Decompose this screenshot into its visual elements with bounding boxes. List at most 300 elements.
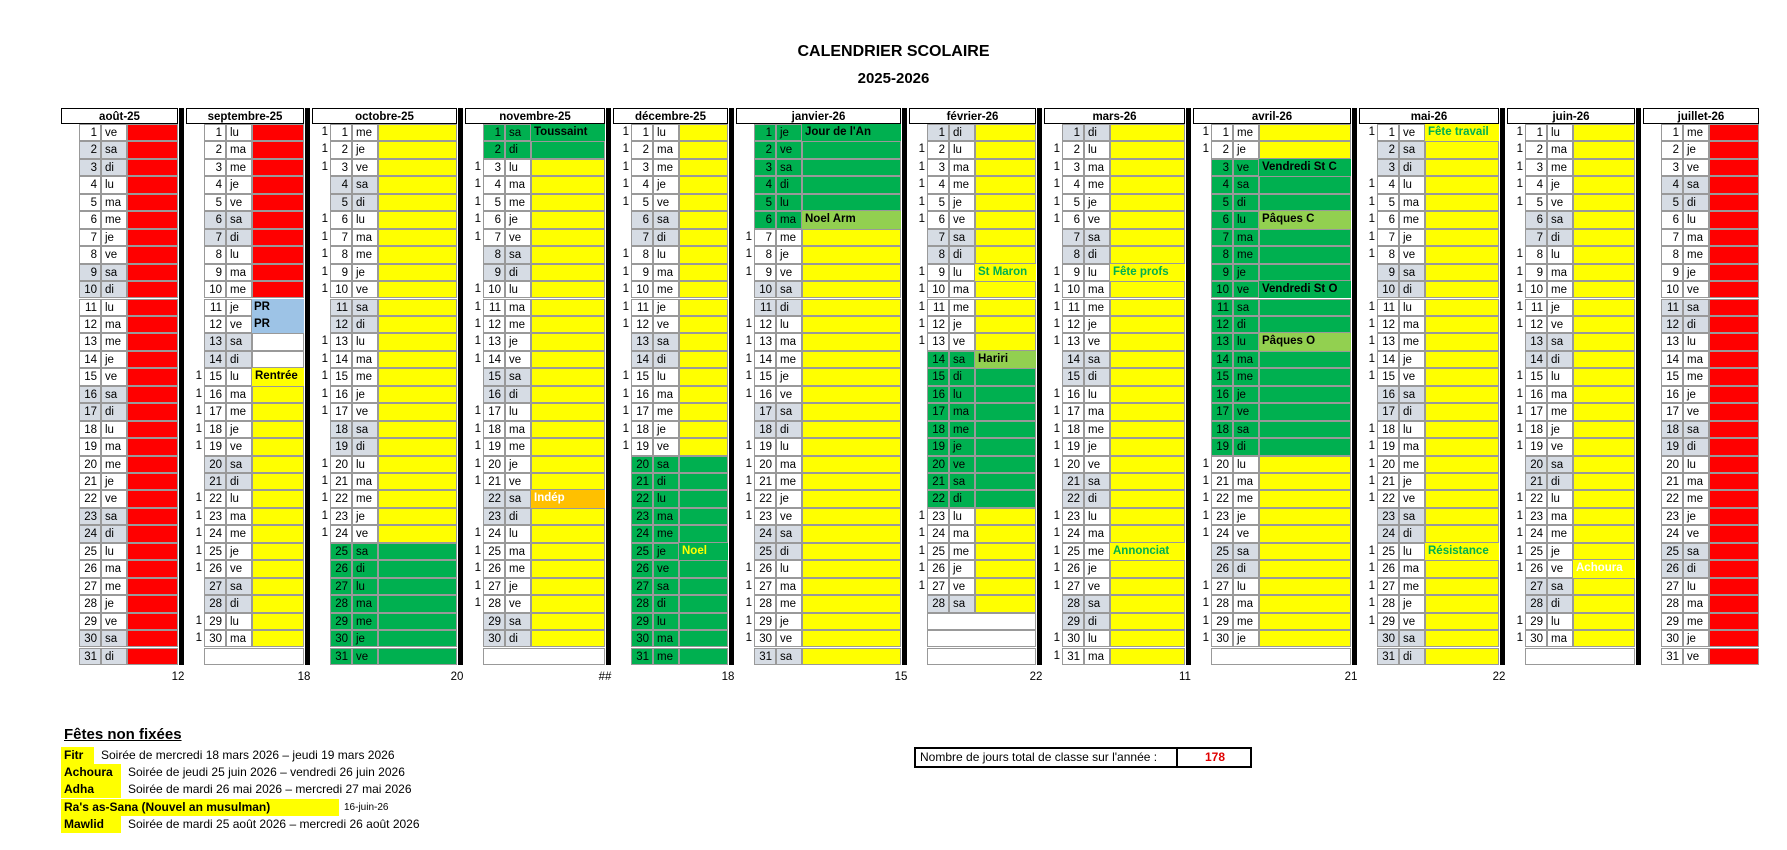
day-number: 25 <box>79 543 101 560</box>
day-number: 1 <box>204 124 226 141</box>
day-number: 6 <box>204 211 226 228</box>
day-number: 8 <box>927 246 949 263</box>
day-status-cell <box>1425 490 1499 507</box>
day-number: 17 <box>1661 403 1683 420</box>
weekday-code: je <box>1399 351 1425 368</box>
day-status-cell <box>531 403 605 420</box>
day-status-cell <box>378 211 457 228</box>
day-number: 3 <box>330 159 352 176</box>
day-number: 26 <box>927 560 949 577</box>
day-number: 26 <box>631 560 653 577</box>
day-status-cell <box>802 333 901 350</box>
month-total: 12 <box>171 670 185 683</box>
weekday-code: ve <box>505 229 531 246</box>
day-status-cell <box>1110 351 1185 368</box>
day-number: 20 <box>1525 456 1547 473</box>
day-status-cell <box>378 141 457 158</box>
day-number: 15 <box>330 368 352 385</box>
day-status-cell <box>252 456 304 473</box>
day-status-cell <box>1573 456 1635 473</box>
weekday-code: je <box>1233 508 1259 525</box>
day-number: 7 <box>204 229 226 246</box>
class-day-count: 1 <box>745 597 752 610</box>
day-status-cell <box>679 141 728 158</box>
weekday-code: lu <box>505 159 531 176</box>
weekday-code: lu <box>101 176 127 193</box>
empty-cell <box>927 630 1036 647</box>
day-status-cell <box>1573 316 1635 333</box>
day-number: 28 <box>1661 595 1683 612</box>
day-number: 10 <box>1211 281 1233 298</box>
day-number: 10 <box>927 281 949 298</box>
day-status-cell <box>679 630 728 647</box>
day-number: 23 <box>1377 508 1399 525</box>
day-status-cell <box>802 490 901 507</box>
day-number: 31 <box>631 648 653 665</box>
day-status-cell <box>252 264 304 281</box>
day-number: 30 <box>330 630 352 647</box>
day-number: 7 <box>330 229 352 246</box>
day-number: 30 <box>1661 630 1683 647</box>
weekday-code: ma <box>1399 194 1425 211</box>
weekday-code: di <box>1084 246 1110 263</box>
day-number: 14 <box>631 351 653 368</box>
day-status-cell <box>975 508 1036 525</box>
day-status-cell <box>679 351 728 368</box>
class-day-count: 1 <box>622 300 629 313</box>
note-text: Soirée de mercredi 18 mars 2026 – jeudi 19 mars 2026 <box>101 748 395 762</box>
day-number: 18 <box>1062 421 1084 438</box>
weekday-code: lu <box>226 246 252 263</box>
weekday-code: di <box>1233 560 1259 577</box>
weekday-code: me <box>776 229 802 246</box>
weekday-code: di <box>352 194 378 211</box>
day-status-cell <box>1573 281 1635 298</box>
note-name: Mawlid <box>61 816 121 833</box>
weekday-code: ve <box>1233 281 1259 298</box>
weekday-code: me <box>949 421 975 438</box>
class-day-count: 1 <box>1202 597 1209 610</box>
day-number: 18 <box>79 421 101 438</box>
weekday-code: ve <box>1547 316 1573 333</box>
day-number: 4 <box>631 176 653 193</box>
day-status-cell <box>378 473 457 490</box>
day-status-cell <box>1259 543 1351 560</box>
weekday-code: sa <box>226 211 252 228</box>
day-number: 14 <box>204 351 226 368</box>
day-number: 26 <box>1211 560 1233 577</box>
class-day-count: 1 <box>321 475 328 487</box>
day-status-cell <box>1573 141 1635 158</box>
day-number: 3 <box>483 159 505 176</box>
weekday-code: ve <box>1399 368 1425 385</box>
day-status-cell <box>252 421 304 438</box>
class-day-count: 1 <box>1368 422 1375 435</box>
weekday-code: ve <box>949 211 975 228</box>
day-status-cell <box>802 473 901 490</box>
day-number: 27 <box>1377 578 1399 595</box>
day-status-cell <box>378 159 457 176</box>
day-status-cell <box>1110 211 1185 228</box>
weekday-code: sa <box>505 246 531 263</box>
weekday-code: di <box>776 299 802 316</box>
day-status-cell <box>378 299 457 316</box>
day-status-cell <box>1259 176 1351 193</box>
class-day-count: 1 <box>1053 509 1060 522</box>
weekday-code: me <box>1233 613 1259 630</box>
weekday-code: ve <box>101 613 127 630</box>
month-separator <box>1037 108 1042 665</box>
class-day-count: 1 <box>745 352 752 365</box>
day-status-cell <box>252 229 304 246</box>
day-status-cell <box>802 299 901 316</box>
class-day-count: 1 <box>1368 562 1375 575</box>
day-status-cell <box>1259 124 1351 141</box>
class-day-count: 1 <box>1053 544 1060 557</box>
day-status-cell <box>802 456 901 473</box>
day-number: 4 <box>483 176 505 193</box>
class-day-count: 1 <box>1516 614 1523 627</box>
weekday-code: sa <box>653 456 679 473</box>
day-number: 19 <box>1062 438 1084 455</box>
month-separator <box>1636 108 1641 665</box>
class-day-count: 1 <box>1516 527 1523 540</box>
day-number: 20 <box>754 456 776 473</box>
holiday-label: Pâques O <box>1259 333 1351 350</box>
class-day-count: 1 <box>195 440 202 453</box>
day-status-cell <box>1709 299 1759 316</box>
day-number: 30 <box>1211 630 1233 647</box>
day-number: 30 <box>483 630 505 647</box>
day-number: 10 <box>754 281 776 298</box>
day-number: 5 <box>1377 194 1399 211</box>
month-header: septembre-25 <box>186 108 304 124</box>
day-status-cell <box>1259 613 1351 630</box>
day-number: 18 <box>1377 421 1399 438</box>
class-day-count: 1 <box>1516 143 1523 156</box>
empty-cell <box>1211 648 1351 665</box>
day-number: 24 <box>1211 525 1233 542</box>
day-status-cell <box>975 281 1036 298</box>
weekday-code: lu <box>1547 613 1573 630</box>
day-status-cell <box>679 281 728 298</box>
day-status-cell <box>531 264 605 281</box>
day-number: 21 <box>927 473 949 490</box>
day-status-cell <box>1709 613 1759 630</box>
weekday-code: je <box>1399 473 1425 490</box>
day-status-cell <box>1425 403 1499 420</box>
class-day-count: 1 <box>1368 544 1375 557</box>
month-header: février-26 <box>909 108 1036 124</box>
day-number: 2 <box>1062 141 1084 158</box>
day-number: 17 <box>1211 403 1233 420</box>
day-status-cell <box>252 438 304 455</box>
day-number: 1 <box>483 124 505 141</box>
class-day-count: 1 <box>622 387 629 400</box>
month-separator <box>305 108 310 665</box>
day-number: 13 <box>1062 333 1084 350</box>
day-number: 3 <box>631 159 653 176</box>
day-status-cell <box>1110 456 1185 473</box>
day-status-cell <box>679 264 728 281</box>
day-status-cell <box>1110 159 1185 176</box>
day-status-cell <box>1425 194 1499 211</box>
class-day-count: 1 <box>1516 562 1523 575</box>
note-row <box>61 799 481 816</box>
weekday-code: lu <box>653 368 679 385</box>
day-number: 23 <box>631 508 653 525</box>
weekday-code: ma <box>505 176 531 193</box>
day-number: 26 <box>204 560 226 577</box>
weekday-code: sa <box>101 508 127 525</box>
weekday-code: je <box>1683 386 1709 403</box>
class-day-count: 1 <box>474 160 481 173</box>
day-number: 23 <box>204 508 226 525</box>
day-number: 21 <box>483 473 505 490</box>
weekday-code: ma <box>1084 648 1110 665</box>
weekday-code: me <box>1399 333 1425 350</box>
weekday-code: lu <box>352 211 378 228</box>
class-day-count: 1 <box>745 457 752 470</box>
day-status-cell <box>802 246 901 263</box>
month-total: 15 <box>894 670 908 683</box>
month-header: août-25 <box>61 108 178 124</box>
weekday-code: di <box>653 229 679 246</box>
day-status-cell <box>975 438 1036 455</box>
day-number: 31 <box>330 648 352 665</box>
weekday-code: je <box>949 316 975 333</box>
class-day-count: 1 <box>745 265 752 278</box>
day-status-cell <box>679 316 728 333</box>
class-day-count: 1 <box>321 265 328 278</box>
day-status-cell <box>975 560 1036 577</box>
day-status-cell <box>252 473 304 490</box>
class-day-count: 1 <box>918 300 925 313</box>
day-status-cell <box>975 456 1036 473</box>
day-number: 10 <box>1661 281 1683 298</box>
day-number: 3 <box>1211 159 1233 176</box>
day-status-cell <box>1709 176 1759 193</box>
class-day-count: 1 <box>1368 440 1375 453</box>
day-status-cell <box>1425 630 1499 647</box>
day-number: 23 <box>483 508 505 525</box>
weekday-code: me <box>1547 403 1573 420</box>
day-status-cell <box>1573 124 1635 141</box>
weekday-code: sa <box>653 211 679 228</box>
day-status-cell <box>252 403 304 420</box>
month-separator <box>458 108 463 665</box>
day-status-cell <box>1573 508 1635 525</box>
day-number: 29 <box>1525 613 1547 630</box>
day-status-cell <box>252 141 304 158</box>
day-status-cell <box>1573 578 1635 595</box>
day-status-cell <box>1425 176 1499 193</box>
weekday-code: me <box>226 281 252 298</box>
day-number: 12 <box>631 316 653 333</box>
day-status-cell <box>1259 490 1351 507</box>
weekday-code: di <box>1399 525 1425 542</box>
weekday-code: ve <box>226 560 252 577</box>
class-day-count: 1 <box>1053 440 1060 453</box>
weekday-code: me <box>1683 368 1709 385</box>
day-number: 21 <box>330 473 352 490</box>
day-status-cell <box>802 421 901 438</box>
weekday-code: ma <box>653 630 679 647</box>
holiday-label: Pâques C <box>1259 211 1351 228</box>
day-status-cell <box>531 316 605 333</box>
class-day-count: 1 <box>1368 230 1375 243</box>
day-number: 25 <box>1661 543 1683 560</box>
class-day-count: 1 <box>1202 614 1209 627</box>
day-status-cell <box>531 613 605 630</box>
class-day-count: 1 <box>195 492 202 505</box>
day-status-cell <box>802 403 901 420</box>
day-number: 6 <box>1062 211 1084 228</box>
day-number: 1 <box>1525 124 1547 141</box>
weekday-code: me <box>505 194 531 211</box>
class-day-count: 1 <box>1053 178 1060 191</box>
weekday-code: sa <box>776 648 802 665</box>
day-number: 1 <box>79 124 101 141</box>
weekday-code: sa <box>101 386 127 403</box>
class-day-count: 1 <box>1516 283 1523 296</box>
day-status-cell <box>127 630 178 647</box>
day-status-cell <box>1573 211 1635 228</box>
day-number: 25 <box>631 543 653 560</box>
class-day-count: 1 <box>745 579 752 592</box>
day-number: 4 <box>204 176 226 193</box>
day-status-cell <box>127 316 178 333</box>
day-status-cell <box>1425 560 1499 577</box>
day-status-cell <box>1573 333 1635 350</box>
day-number: 30 <box>1525 630 1547 647</box>
class-day-count: 1 <box>474 230 481 243</box>
day-number: 14 <box>754 351 776 368</box>
day-status-cell <box>1110 333 1185 350</box>
day-status-cell <box>1425 386 1499 403</box>
day-number: 26 <box>483 560 505 577</box>
weekday-code: ve <box>226 438 252 455</box>
day-number: 13 <box>330 333 352 350</box>
day-status-cell <box>378 316 457 333</box>
day-number: 8 <box>1377 246 1399 263</box>
weekday-code: ve <box>1683 525 1709 542</box>
day-status-cell <box>378 386 457 403</box>
day-status-cell <box>531 543 605 560</box>
weekday-code: ve <box>1547 194 1573 211</box>
day-number: 30 <box>754 630 776 647</box>
class-day-count: 1 <box>1516 178 1523 191</box>
weekday-code: me <box>1399 456 1425 473</box>
weekday-code: sa <box>1547 578 1573 595</box>
day-status-cell <box>127 124 178 141</box>
weekday-code: me <box>1399 578 1425 595</box>
day-status-cell <box>802 525 901 542</box>
empty-cell <box>483 648 605 665</box>
class-day-count: 1 <box>1202 143 1209 156</box>
day-number: 20 <box>1211 456 1233 473</box>
day-status-cell <box>1425 421 1499 438</box>
day-number: 19 <box>631 438 653 455</box>
weekday-code: di <box>949 368 975 385</box>
day-number: 10 <box>1525 281 1547 298</box>
weekday-code: ma <box>226 630 252 647</box>
day-number: 22 <box>204 490 226 507</box>
weekday-code: di <box>1084 124 1110 141</box>
day-number: 12 <box>1661 316 1683 333</box>
day-status-cell <box>679 595 728 612</box>
weekday-code: ma <box>1547 264 1573 281</box>
class-day-count: 1 <box>474 405 481 418</box>
weekday-code: lu <box>1084 508 1110 525</box>
class-day-count: 1 <box>1368 579 1375 592</box>
weekday-code: lu <box>776 194 802 211</box>
class-day-count: 1 <box>195 387 202 400</box>
weekday-code: me <box>949 543 975 560</box>
class-day-count: 1 <box>321 335 328 348</box>
weekday-code: ma <box>352 229 378 246</box>
day-status-cell <box>531 421 605 438</box>
class-day-count: 1 <box>1053 195 1060 208</box>
class-day-count: 1 <box>1368 475 1375 487</box>
day-status-cell <box>1259 264 1351 281</box>
weekday-code: lu <box>352 333 378 350</box>
day-number: 21 <box>1211 473 1233 490</box>
day-number: 8 <box>1211 246 1233 263</box>
weekday-code: je <box>505 578 531 595</box>
day-status-cell <box>1709 456 1759 473</box>
weekday-code: sa <box>653 578 679 595</box>
day-number: 20 <box>927 456 949 473</box>
weekday-code: ve <box>101 124 127 141</box>
day-number: 11 <box>1211 299 1233 316</box>
notes-title: Fêtes non fixées <box>64 726 182 743</box>
weekday-code: sa <box>505 490 531 507</box>
day-status-cell <box>378 508 457 525</box>
holiday-label: Toussaint <box>531 124 605 141</box>
day-status-cell <box>1259 595 1351 612</box>
day-number: 20 <box>79 456 101 473</box>
class-day-count: 1 <box>1053 649 1060 662</box>
day-status-cell <box>1573 264 1635 281</box>
day-status-cell <box>975 176 1036 193</box>
day-number: 14 <box>1377 351 1399 368</box>
weekday-code: lu <box>776 560 802 577</box>
day-number: 2 <box>754 141 776 158</box>
day-status-cell <box>802 351 901 368</box>
day-number: 28 <box>1525 595 1547 612</box>
day-number: 14 <box>1062 351 1084 368</box>
day-status-cell <box>1573 403 1635 420</box>
weekday-code: je <box>1233 264 1259 281</box>
weekday-code: ve <box>505 351 531 368</box>
weekday-code: lu <box>1084 386 1110 403</box>
day-status-cell <box>127 299 178 316</box>
day-number: 19 <box>79 438 101 455</box>
weekday-code: di <box>101 403 127 420</box>
weekday-code: lu <box>1399 543 1425 560</box>
weekday-code: je <box>776 368 802 385</box>
class-day-count: 1 <box>321 160 328 173</box>
day-status-cell <box>1259 316 1351 333</box>
weekday-code: di <box>1399 159 1425 176</box>
day-number: 27 <box>927 578 949 595</box>
class-day-count: 1 <box>321 527 328 540</box>
day-number: 1 <box>1661 124 1683 141</box>
weekday-code: je <box>352 141 378 158</box>
day-number: 15 <box>1377 368 1399 385</box>
total-days-value: 178 <box>1176 749 1252 766</box>
